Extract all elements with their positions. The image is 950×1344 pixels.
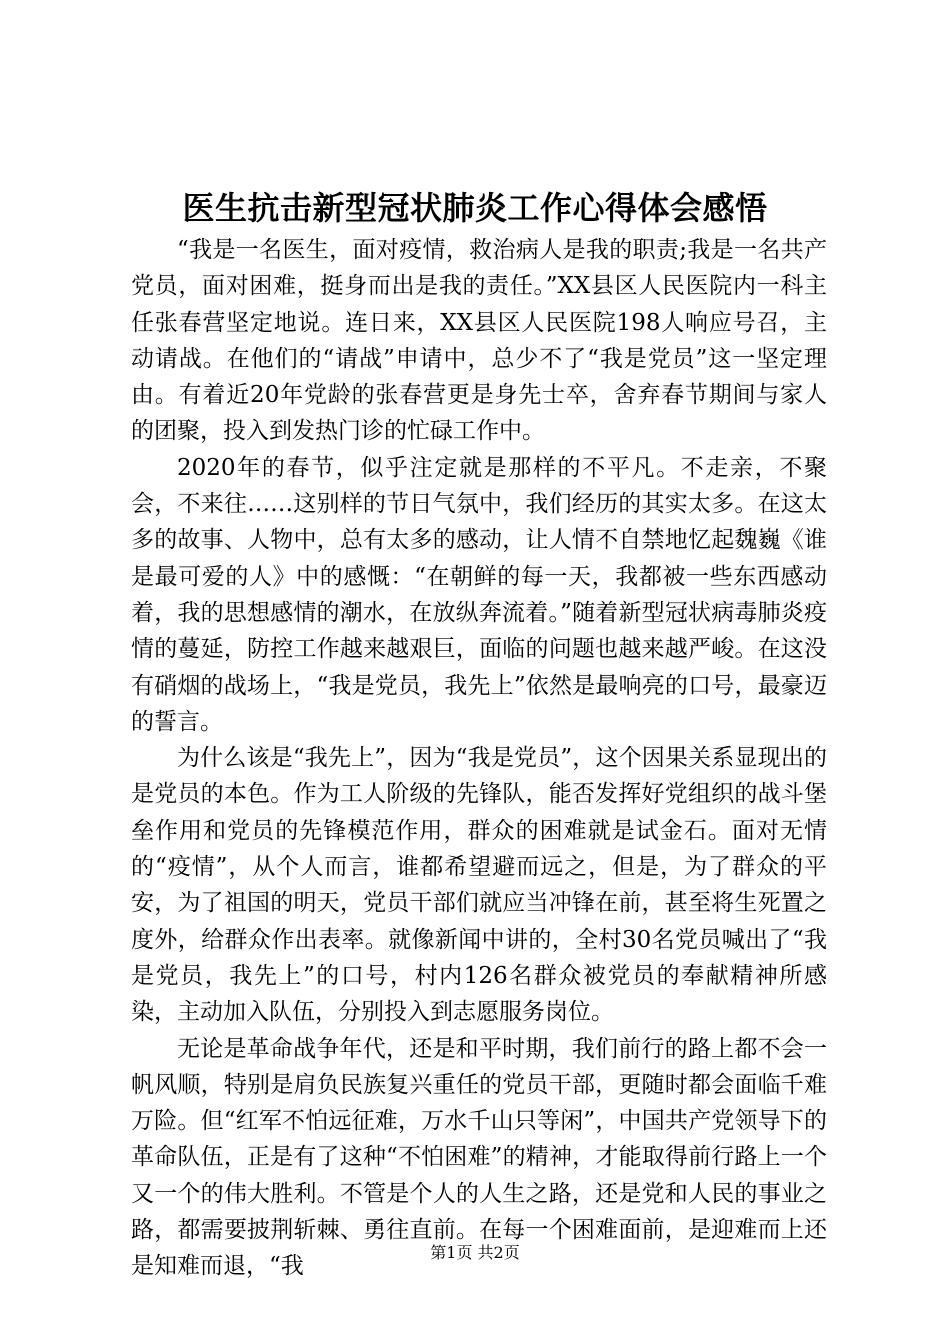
page-title: 医生抗击新型冠状肺炎工作心得体会感悟 <box>182 189 768 227</box>
paragraph-1: “我是一名医生，面对疫情，救治病人是我的职责;我是一名共产党员，面对困难，挺身而出是我的责任。”XX县区人民医院内一科主任张春营坚定地说。连日来，XX县区人民医院198人响应号召，主动请战。在他们的“请战”申请中，总少不了“我是党员”这一坚定理由。有着近20年党龄的张春营更是身先士卒，舍弃春节期间与家人的团聚，投入到发热门诊的忙碌工作中。 <box>131 237 827 445</box>
page-number-footer: 第1页 共2页 <box>430 1243 520 1262</box>
paragraph-3: 为什么该是“我先上”，因为“我是党员”，这个因果关系显现出的是党员的本色。作为工人阶级的先锋队，能否发挥好党组织的战斗堡垒作用和党员的先锋模范作用，群众的困难就是试金石。面对无情的“疫情”，从个人而言，谁都希望避而远之，但是，为了群众的平安，为了祖国的明天，党员干部们就应当冲锋在前，甚至将生死置之度外，给群众作出表率。就像新闻中讲的，全村30名党员喊出了“我是党员，我先上”的口号，村内126名群众被党员的奉献精神所感染，主动加入队伍，分别投入到志愿服务岗位。 <box>131 745 827 1026</box>
document-body <box>131 232 827 1285</box>
paragraph-2: 2020年的春节，似乎注定就是那样的不平凡。不走亲，不聚会，不来往……这别样的节日气氛中，我们经历的其实太多。在这太多的故事、人物中，总有太多的感动，让人情不自禁地忆起魏巍《谁是最可爱的人》中的感慨：“在朝鲜的每一天，我都被一些东西感动着，我的思想感情的潮水，在放纵奔流着。”随着新型冠状病毒肺炎疫情的蔓延，防控工作越来越艰巨，面临的问题也越来越严峻。在这没有硝烟的战场上，“我是党员，我先上”依然是最响亮的口号，最豪迈的誓言。 <box>131 454 827 735</box>
paragraph-4: 无论是革命战争年代，还是和平时期，我们前行的路上都不会一帆风顺，特别是肩负民族复兴重任的党员干部，更随时都会面临千难万险。但“红军不怕远征难，万水千山只等闲”，中国共产党领导下的革命队伍，正是有了这种“不怕困难”的精神，才能取得前行路上一个又一个的伟大胜利。不管是个人的人生之路，还是党和人民的事业之路，都需要披荆斩棘、勇往直前。在每一个困难面前，是迎难而上还是知难而退，“我 <box>131 1035 827 1280</box>
